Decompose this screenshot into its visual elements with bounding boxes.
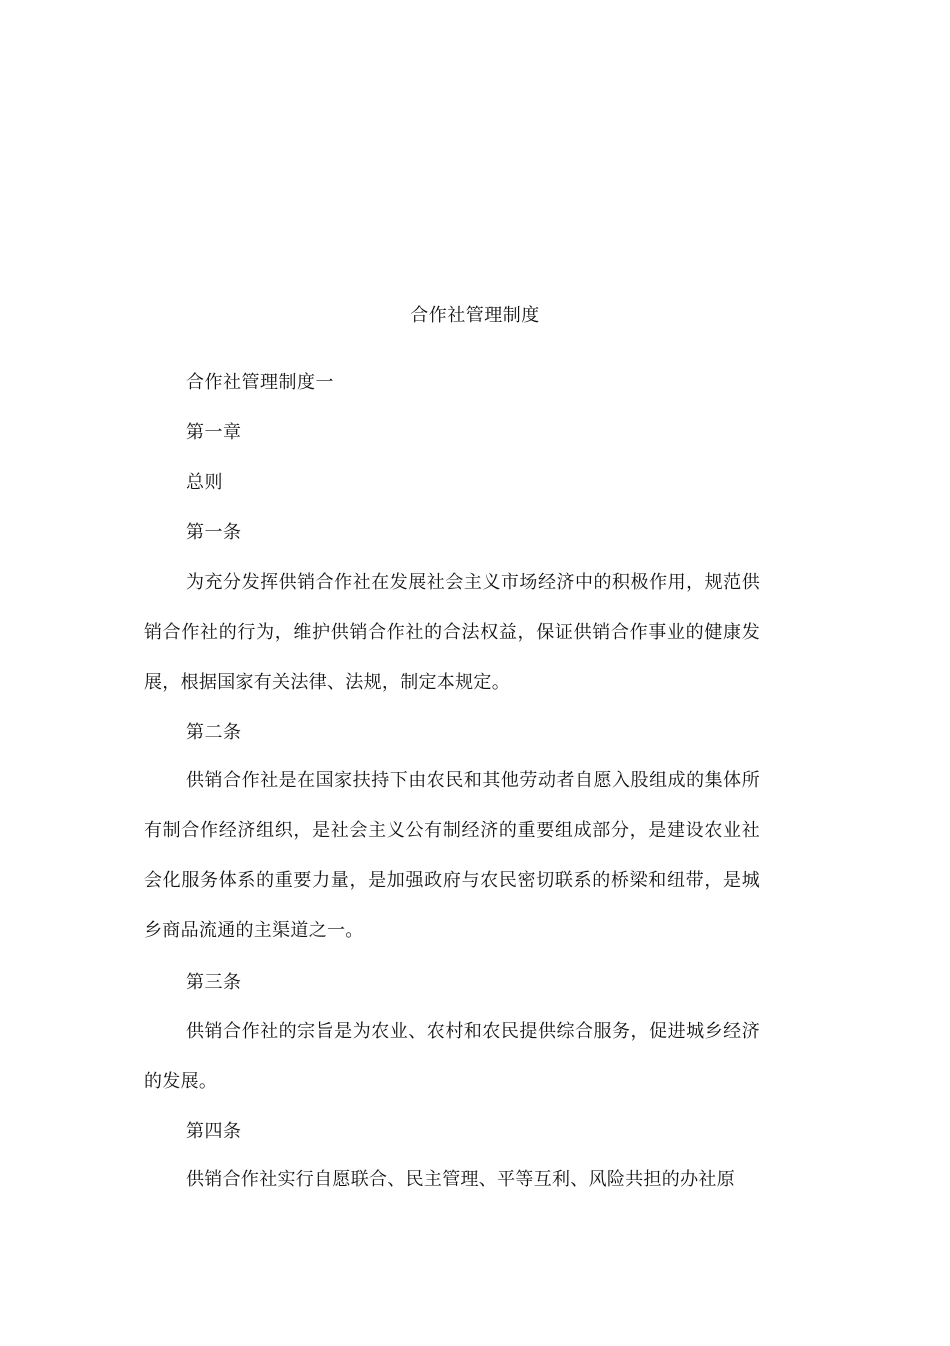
article-3-text: 供销合作社的宗旨是为农业、农村和农民提供综合服务，促进城乡经济的发展。 [144,1021,760,1092]
article-4-text: 供销合作社实行自愿联合、民主管理、平等互利、风险共担的办社原 [186,1169,735,1190]
article-1-text: 为充分发挥供销合作社在发展社会主义市场经济中的积极作用，规范供销合作社的行为，维护供销合作社的合法权益，保证供销合作事业的健康发展，根据国家有关法律、法规，制定本规定。 [144,572,760,693]
chapter-number: 第一章 [186,422,242,443]
article-2-text: 供销合作社是在国家扶持下由农民和其他劳动者自愿入股组成的集体所有制合作经济组织，是社会主义公有制经济的重要组成部分，是建设农业社会化服务体系的重要力量，是加强政府与农民密切联系的桥梁和纽带，是城乡商品流通的主渠道之一。 [144,770,760,941]
article-2-label: 第二条 [186,722,242,743]
chapter-name: 总则 [186,472,223,493]
article-4-label: 第四条 [186,1121,242,1142]
article-3-label: 第三条 [186,972,242,993]
document-subtitle: 合作社管理制度一 [186,372,334,393]
document-title: 合作社管理制度 [410,305,540,326]
article-1-label: 第一条 [186,522,242,543]
